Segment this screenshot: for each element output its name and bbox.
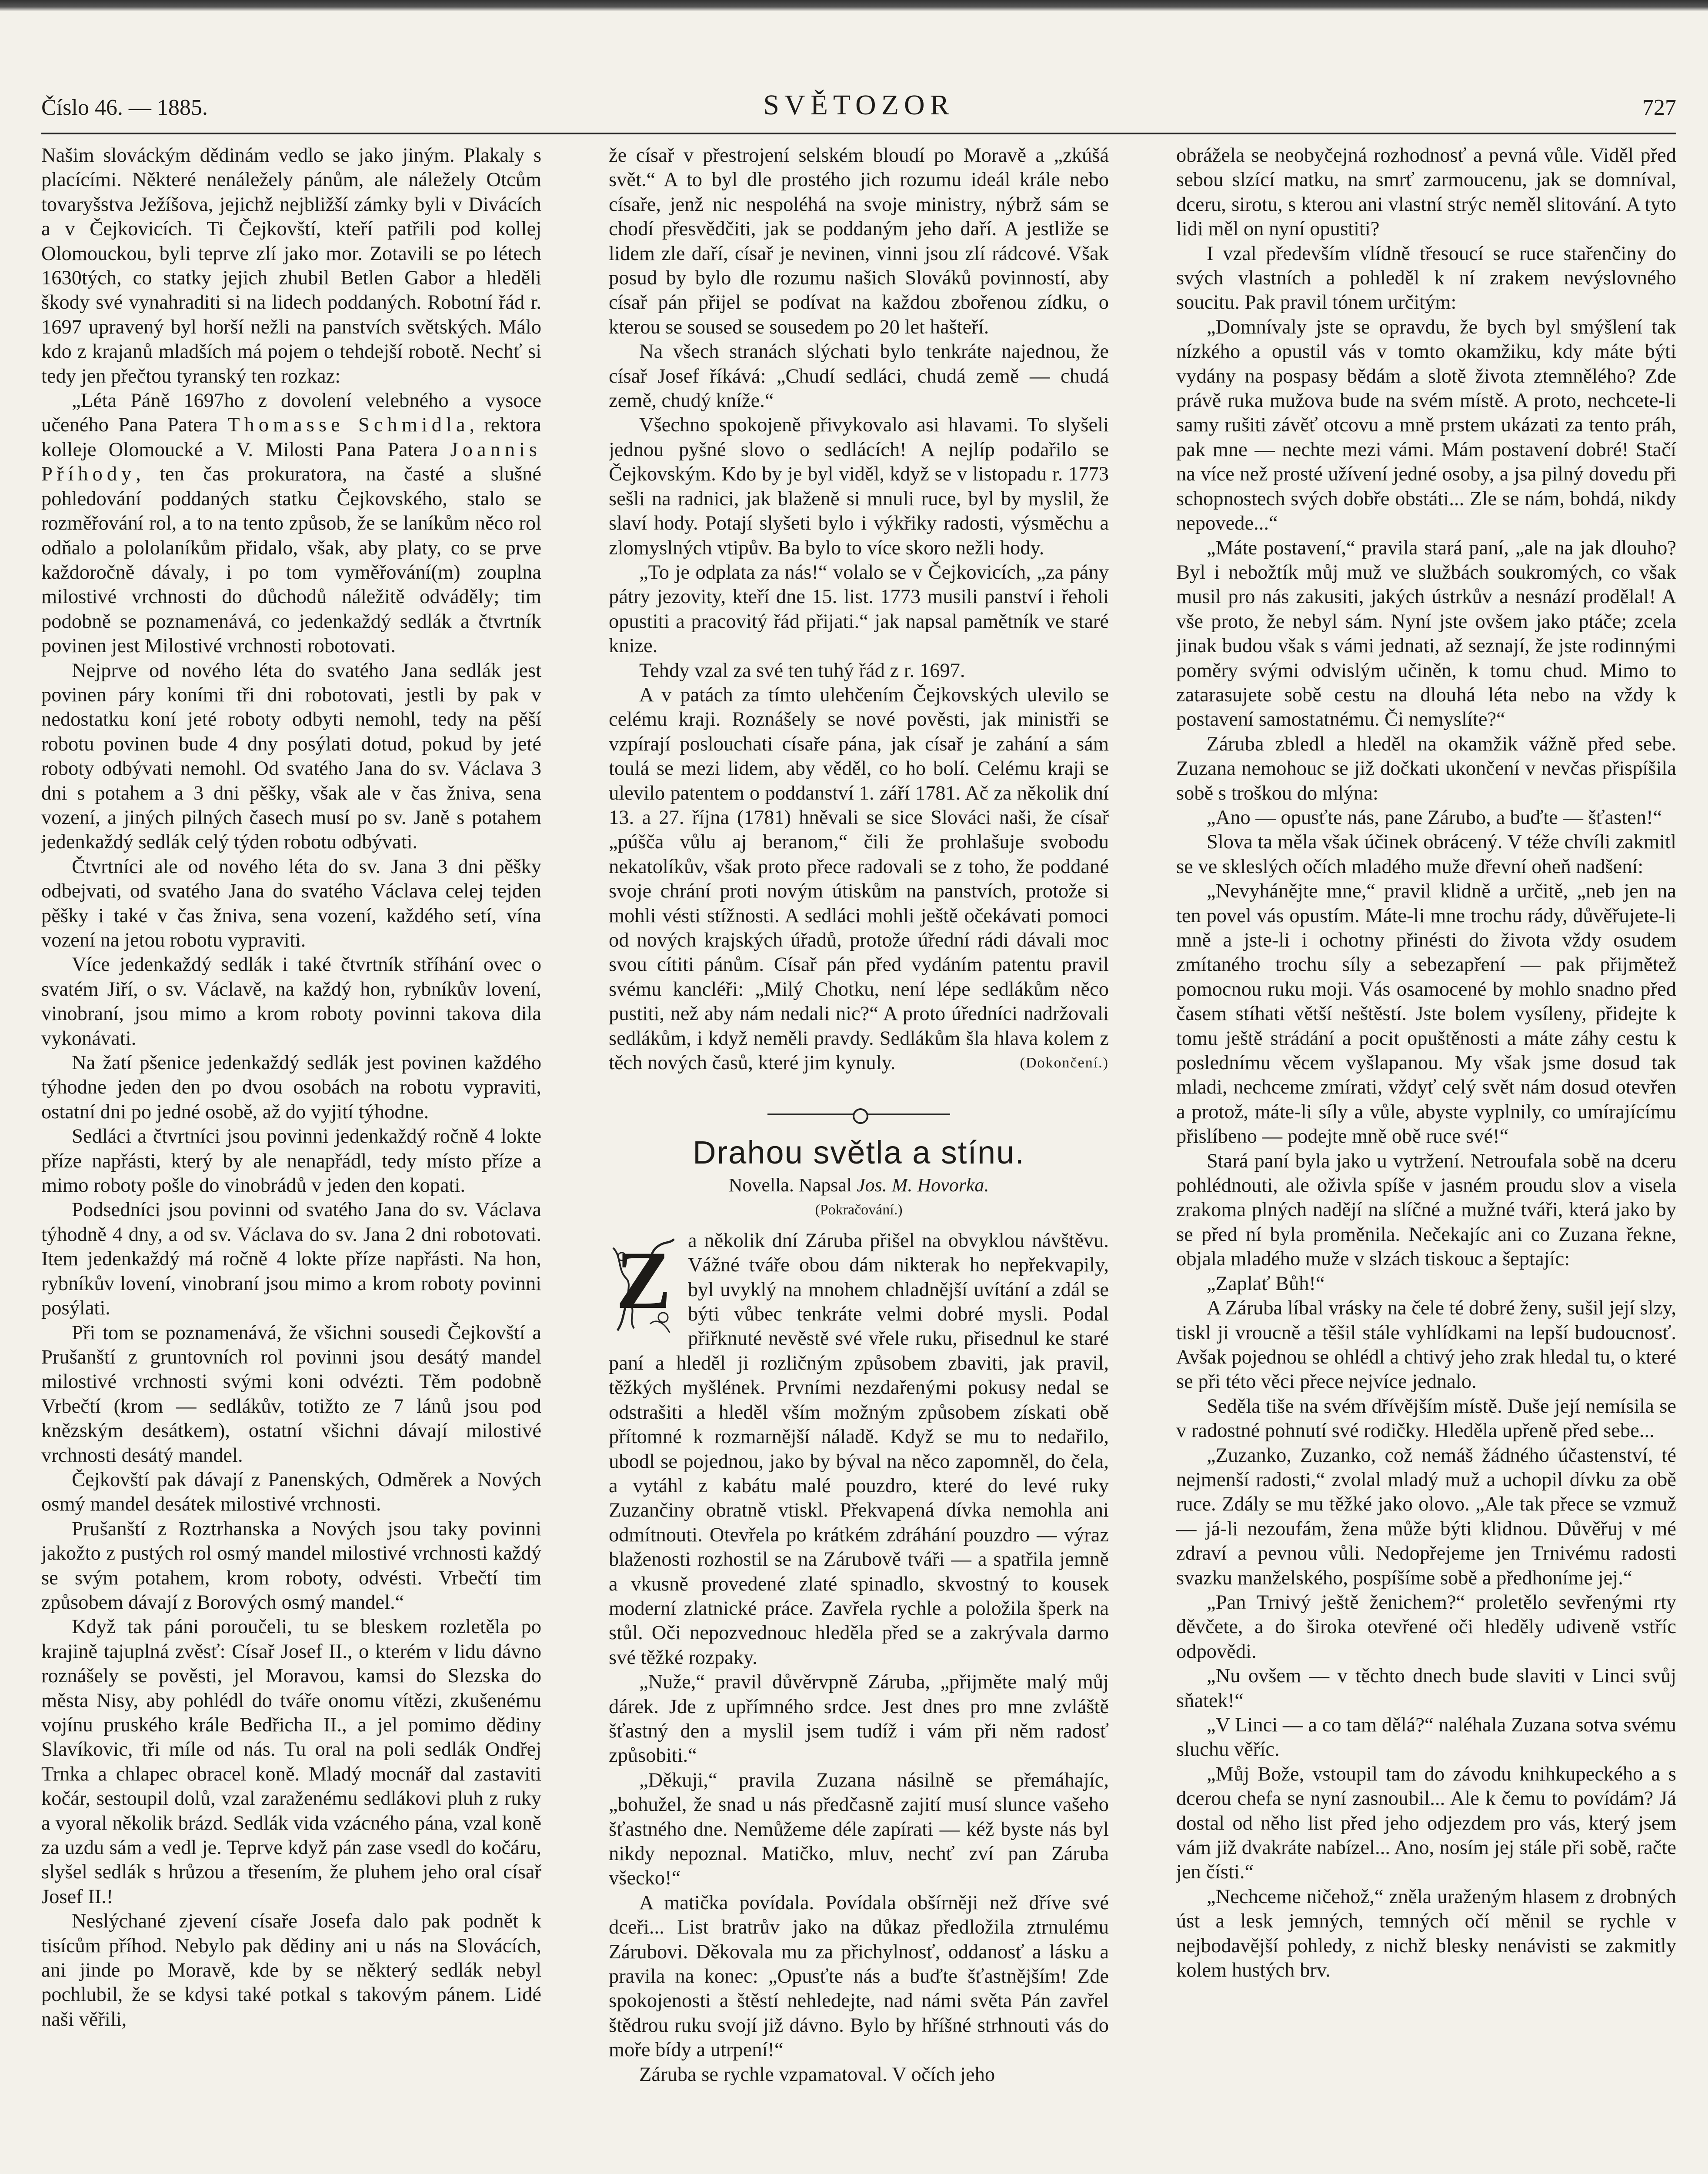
issue-number: Číslo 46. — 1885. bbox=[41, 95, 208, 120]
paragraph: „Zuzanko, Zuzanko, což nemáš žádného účastenství, té nejmenší radosti,“ zvolal mladý muž a uchopil dívku za obě ruce. Zdály se mu těžké jako olovo. „Ale tak přece se vzmuž — já-li nezoufám, žena může býti klidnou. Důvěřuj v mé zdraví a pevnou vůli. Nedopřejeme jen Trnivému radosti svazku manželského, pospíšíme sobě a předhoníme jej.“ bbox=[1176, 1444, 1676, 1589]
dropcap-letter: Z bbox=[616, 1234, 671, 1326]
paragraph: Slova ta měla však účinek obrácený. V téže chvíli zakmitl se ve skleslých očích mladého muže dřevní oheň nadšení: bbox=[1176, 831, 1676, 878]
end-mark: (Dokončení.) bbox=[1020, 1055, 1109, 1071]
paragraph: že císař v přestrojení selském bloudí po Moravě a „zkúšá svět.“ A to byl dle prostého jich rozumu ideál krále nebo císaře, jenž nic nespoléhá na svoje ministry, nýbrž sám se chodí přesvědčiti, jak se poddaným jeho daří. A jestliže se lidem zle daří, císař je nevinen, vinni jsou zlí rádcové. Však posud by bylo dle rozumu našich Slováků povinností, aby císař pán přijel se podívat na každou zbořenou zídku, o kterou se soused se sousedem po 20 let hašteří. bbox=[609, 144, 1109, 338]
page-header bbox=[41, 89, 1676, 130]
section-divider bbox=[609, 1097, 1109, 1121]
scan-top-edge bbox=[0, 0, 1708, 11]
paragraph: Všechno spokojeně přivykovalo asi hlavami. To slyšeli jednou pyšné slovo o sedlácích! A nejlíp podařilo se Čejkovským. Kdo by je byl viděl, když se v listopadu r. 1773 sešli na radnici, jak blaženě si mnuli ruce, byl by myslil, že slaví hody. Potají slyšeti bylo i výkřiky radosti, výsměchu a zlomyslných vtipův. Ba bylo to více skoro nežli hody. bbox=[609, 414, 1109, 559]
paragraph: Sedláci a čtvrtníci jsou povinni jedenkaždý ročně 4 lokte příze napřásti, který by ale nenapřádl, tedy místo příze a mimo roboty pošle do vinobrádů v jeden den kopati. bbox=[41, 1125, 541, 1197]
column-2 bbox=[609, 143, 1109, 2174]
column-1 bbox=[41, 143, 541, 2174]
ornamental-dropcap-icon bbox=[609, 1230, 678, 1338]
story-opening: Z a několik dní Záruba přišel na obvyklou návštěvu. Vážné tváře obou dám nikterak ho nepřekvapily, byl uvyklý na mnohem chladnější uvítání a zdál se býti vůbec tenkráte velmi dobré mysli. Podal přiřknuté nevěstě své vřele ruku, přisednul ke staré paní a hleděl ji rozličným způsobem zbaviti, jak pravil, těžkých myšlének. Prvními nezdařenými pokusy nedal se odstrašiti a hleděl vším možným způsobem získati obě přítomné k rozmarnější náladě. Když se mu to nedařilo, ubodl se pojednou, jako by býval na něco zapomněl, do čela, a vytáhl z kabátu malé pouzdro, které do levé ruky Zuzančiny obratně vtiskl. Překvapená dívka nemohla ani odmítnouti. Otevřela po krátkém zdráhání pouzdro — výraz blaženosti rozhostil se na Zárubově tváři — a spatřila jemně a vkusně provedené zlaté spinadlo, skvostný to kousek moderní zlatnické práce. Zavřela rychle a položila šperk na stůl. Oči nepozvednouc hleděla před se a zakrývala darmo své těžké rozpaky. bbox=[609, 1229, 1109, 1669]
paragraph: „Zaplať Bůh!“ bbox=[1207, 1272, 1325, 1295]
page-number: 727 bbox=[1642, 95, 1676, 120]
paragraph: Na žatí pšenice jedenkaždý sedlák jest povinen každého týhodne jeden den po dvou osobách na robotu vypraviti, ostatní dni po jedné osobě, až do vyjití týhodne. bbox=[41, 1052, 541, 1123]
spaced-name: Joannis Příhody bbox=[41, 438, 541, 486]
paragraph: Při tom se poznamenává, že všichni sousedi Čejkovští a Prušanští z gruntovních rol povinni jsou desátý mandel milostivé vrchnosti svými koni odvézti. Těm podobně Vrbečtí (krom — sedlákův, totižto ze 7 lánů jsou pod knězským desátkem), ostatní všichni dávají milostivé vrchnosti desátý mandel. bbox=[41, 1321, 541, 1467]
continuation-note: (Pokračování.) bbox=[815, 1201, 903, 1218]
paragraph: „Máte postavení,“ pravila stará paní, „ale na jak dlouho? Byl i nebožtík můj muž ve službách soukromých, co však musil pro nás zakusiti, jakých ústrkův a nesnází prodělal! A vše proto, že nebyl sám. Nyní jste ovšem jako ptáče; zcela jinak budou však s vámi jednati, až seznají, že jste rodinnými poměry svými odvislým učiněn, k tomu chud. Mimo to zatarasujete sobě cestu na dlouhá léta nebo na vždy k postavení samostatnému. Či nemyslíte?“ bbox=[1176, 537, 1676, 731]
paragraph: Čejkovští pak dávají z Panenských, Odměrek a Nových osmý mandel desátek milostivé vrchnosti. bbox=[41, 1468, 541, 1516]
paragraph: I vzal především vlídně třesoucí se ruce stařenčiny do svých vlastních a pohleděl k ní zrakem nevýslovného soucitu. Pak pravil tónem určitým: bbox=[1176, 242, 1676, 314]
header-rule bbox=[41, 133, 1676, 134]
magazine-title: SVĚTOZOR bbox=[763, 89, 954, 121]
paragraph: Záruba se rychle vzpamatoval. V očích jeho bbox=[639, 2063, 995, 2086]
paragraph: „Nevyhánějte mne,“ pravil klidně a určitě, „neb jen na ten povel vás opustím. Máte-li mne trochu rády, důvěřujete-li mně a jste-li i ochotny přinésti do života vždy osudem zmítaného trochu síly a sebezapření — pak přijmětež pomocnou ruku moji. Vás osamocené by mohlo snadno před časem stíhati větší neštěstí. Jste bolem vysíleny, přidejte k tomu ještě strádání a pocit opuštěnosti a máte záhy cestu k poslednímu věcem vyšlapanou. My však jsme dosud tak mladi, nechceme zmírati, vždyť celý svět nám dosud otevřen a protož, máte-li síly a vůle, abyste vyplnily, co umírajícímu přislíbeno — podejte mně obě ruce své!“ bbox=[1176, 880, 1676, 1148]
paragraph: Záruba zbledl a hleděl na okamžik vážně před sebe. Zuzana nemohouc se již dočkati ukončení v nevčas přispíšila sobě s troškou do mlýna: bbox=[1176, 733, 1676, 804]
paragraph: Podsedníci jsou povinni od svatého Jana do sv. Václava týhodně 4 dny, a od sv. Václava do sv. Jana 2 dni robotovati. Item jedenkaždý má ročně 4 lokte příze napřásti. Na hon, rybníkův lovení, vinobraní jsou mimo a krom roboty povinni posýlati. bbox=[41, 1199, 541, 1320]
quote-paragraph: „Léta Páně 1697ho z dovolení velebného a vysoce učeného Pana Patera Thomasse Schmidla, rektora kolleje Olomoucké a V. Milosti Pana Patera Joannis Příhody, ten čas prokuratora, na časté a slušné pohledování poddaných statku Čejkovského, stalo se rozměřování rol, a to na tento způsob, že se laníkům něco rol odňalo a pololaníkům přidalo, však, aby platy, co se prve každoročně dávaly, i po tom vyměřování(m) zouplna milostivé vrchnosti do důchodů náležitě odváděly; tim podobně se poznamenává, co jedenkaždý sedlák a čtvrtník povinen jest Milostivé vrchnosti robotovati. bbox=[41, 390, 541, 657]
paragraph: „V Linci — a co tam dělá?“ naléhala Zuzana sotva svému sluchu věříc. bbox=[1176, 1714, 1676, 1761]
paragraph: A Záruba líbal vrásky na čele té dobré ženy, sušil její slzy, tiskl ji vroucně a těšil stále vyhlídkami na lepší budoucnosť. Avšak pojednou se ohlédl a chtivý jeho zrak hledal tu, o které se při této věci přece nejvíce jednalo. bbox=[1176, 1297, 1676, 1393]
paragraph: „Pan Trnivý ještě ženichem?“ proletělo sevřenými rty děvčete, a do široka otevřené oči hleděly udiveně vstříc odpovědi. bbox=[1176, 1591, 1676, 1663]
column-3 bbox=[1176, 143, 1676, 2174]
story-author: Jos. M. Hovorka. bbox=[857, 1174, 989, 1196]
paragraph: Tehdy vzal za své ten tuhý řád z r. 1697. bbox=[639, 659, 965, 682]
paragraph: Když tak páni poroučeli, tu se bleskem rozletěla po krajině tajuplná zvěsť: Císař Josef II., o kterém v lidu dávno roznášely se pověsti, jel Moravou, kamsi do Slezska do města Nisy, aby pohlédl do tváře onomu vítězi, zkušenému vojínu pruského krále Bedřicha II., a jel pomimo dědiny Slavíkovic, tři míle od nás. Tu oral na poli sedlák Ondřej Trnka a chlapec obracel koně. Mladý mocnář dal zastaviti kočár, sestoupil dolů, vzal zaraženému sedlákovi pluh z ruky a vyoral několik brázd. Sedlák vida vzácného pána, vzal koně za uzdu sám a vedl je. Teprve když pán zase vsedl do kočáru, slyšel sedlák s hrůzou a třesením, že pluhem jeho oral císař Josef II.! bbox=[41, 1616, 541, 1908]
paragraph: A v patách za tímto ulehčením Čejkovských ulevilo se celému kraji. Roznášely se nové pověsti, jak ministři se vzpírají poslouchati císaře pána, jak císař je zahání a sám toulá se mezi lidem, aby věděl, co ho bolí. Celému kraji se ulevilo patentem o poddanství 1. září 1781. Ač za několik dní 13. a 27. října (1781) hněvali se sice Slováci naši, že císař „púšča vůlu aj beranom,“ čili že prohlašuje svobodu nekatolíkův, však proto přece radovali se z toho, že poddané svoje chrání proti novým útiskům na panstvích, protože si mohli vésti stížnosti. A sedláci mohli ještě očekávati pomoci od nových krajských úřadů, protože úřední rádi dávali moc svou cítiti pánům. Císař pán před vydáním patentu pravil svému kancléři: „Milý Chotku, není lépe sedlákům něco pustiti, než aby nám nedali nic?“ A proto úředníci nadržovali sedlákům, i když neměli pravdy. Sedlákům šla hlava kolem z těch nových časů, které jim kynuly. (Dokončení.) bbox=[609, 683, 1109, 1076]
paragraph: „Děkuji,“ pravila Zuzana násilně se přemáhajíc, „bohužel, že snad u nás předčasně zajití musí slunce vašeho šťastného dne. Nemůžeme déle zapírati — kéž byste nás byl nikdy nepoznal. Matičko, mluv, nechť zví pan Záruba všecko!“ bbox=[609, 1769, 1109, 1890]
paragraph: „Ano — opusťte nás, pane Zárubo, a buďte — šťasten!“ bbox=[1207, 806, 1662, 829]
paragraph: Více jedenkaždý sedlák i také čtvrtník stříhání ovec o svatém Jiří, o sv. Václavě, na každý hon, rybníkův lovení, vinobraní, jsou mimo a krom roboty povinni takova dila vykonávati. bbox=[41, 954, 541, 1050]
paragraph: Našim slováckým dědinám vedlo se jako jiným. Plakaly s placícími. Některé nenáležely pánům, ale náležely Otcům tovaryšstva Ježíšova, jejichž nejbližší zámky byli v Divácích a v Čejkovicích. Ti Čejkovští, kteří patřili pod kollej Olomouckou, byli teprve zlí jako mor. Zotavili se po létech 1630tých, co statky jejich zhubil Betlen Gabor a hleděli škody své vynahraditi si na lidech poddaných. Robotní řád r. 1697 upravený byl horší nežli na panstvích světských. Málo kdo z krajanů mladších má pojem o tehdejší robotě. Nechť si tedy jen přečtou tyranský ten rozkaz: bbox=[41, 144, 541, 387]
paragraph: Nejprve od nového léta do svatého Jana sedlák jest povinen páry koními tři dni robotovati, jestli by pak v nedostatku koní jeté roboty odbyti nemohl, tedy na pěší robotu povinen bude 4 dny posýlati dotud, pokud by jeté roboty odbývati nemohl. Od svatého Jana do sv. Václava 3 dni s potahem a 3 dni pěšky, však ale v čas žniva, sena vození, a jiných pilných časech musí po sv. Janě s potahem jedenkaždý sedlák celý týden robotu odbývati. bbox=[41, 659, 541, 854]
paragraph: „Domnívaly jste se opravdu, že bych byl smýšlení tak nízkého a opustil vás v tomto okamžiku, kdy máte býti vydány na pospasy bědám a slotě života ztemnělého? Zde právě ruka mužova bude na svém místě. A proto, nechcete-li samy rušiti závěť otcovu a mně prstem ukázati za tento práh, pak mne — nechte mezi vámi. Mám postavení dobré! Stačí na více než prosté užívení jedné osoby, a jsa pilný dovedu při schopnostech svých dobře obstáti... Zle se nám, bohdá, nikdy nepovede...“ bbox=[1176, 316, 1676, 535]
paragraph: Na všech stranách slýchati bylo tenkráte najednou, že císař Josef říkává: „Chudí sedláci, chudá země — chudá země, chudý kníže.“ bbox=[609, 340, 1109, 412]
paragraph: Neslýchané zjevení císaře Josefa dalo pak podnět k tisícům příhod. Nebylo pak dědiny ani u nás na Slovácích, ani jinde po Moravě, kde by se některý sedlák nebyl pochlubil, že se kdysi také potkal s takovým pánem. Lidé naši věřili, bbox=[41, 1910, 541, 2031]
paragraph: „Nu ovšem — v těchto dnech bude slaviti v Linci svůj sňatek!“ bbox=[1176, 1665, 1676, 1712]
paragraph: Seděla tiše na svém dřívějším místě. Duše její nemísila se v radostné pohnutí své rodičky. Hleděla upřeně před sebe... bbox=[1176, 1395, 1676, 1442]
paragraph: Stará paní byla jako u vytržení. Netroufala sobě na dceru pohlédnouti, ale oživla spíše v jasném proudu slov a visela zrakoma plných nadějí na slíčné a mužné tváři, která jako by se před ní byla proměnila. Nečekajíc ani co Zuzana řekne, objala mladého muže v slzách tiskouc a šeptajíc: bbox=[1176, 1150, 1676, 1270]
paragraph: obrážela se neobyčejná rozhodnosť a pevná vůle. Viděl před sebou slzící matku, na smrť zarmoucenu, jak se domníval, dceru, sirotu, s kterou ani vlastní strýc neměl slitování. A tyto lidi měl on nyní opustiti? bbox=[1176, 144, 1676, 240]
paragraph: Prušanští z Roztrhanska a Nových jsou taky povinni jakožto z pustých rol osmý mandel milostivé vrchnosti každý se svým potahem, krom roboty, odvésti. Vrbečtí tim způsobem dávají z Borových osmý mandel.“ bbox=[41, 1517, 541, 1614]
story-byline: Novella. Napsal Jos. M. Hovorka. bbox=[728, 1174, 989, 1196]
paragraph: „Nuže,“ pravil důvěrvpně Záruba, „přijměte malý můj dárek. Jde z upřímného srdce. Jest dnes pro mne zvláště šťastný den a myslil jsem tudíž i vám při něm radosť způsobiti.“ bbox=[609, 1671, 1109, 1767]
story-title: Drahou světla a stínu. bbox=[693, 1134, 1025, 1170]
spaced-name: Thomasse Schmidla bbox=[227, 414, 470, 437]
paragraph: „Můj Bože, vstoupil tam do závodu knihkupeckého a s dcerou chefa se nyní zasnoubil... Ale k čemu to povídám? Já dostal od něho list před jeho odjezdem pro vás, který jsem vám již dvakráte nabízel... Ano, nosím jej stále při sobě, račte jen čísti.“ bbox=[1176, 1763, 1676, 1884]
paragraph: Čtvrtníci ale od nového léta do sv. Jana 3 dni pěšky odbejvati, od svatého Jana do svatého Václava celej tejden pěšky i také v čas žniva, sena vození, každého setí, vína vození na jetou robotu vypraviti. bbox=[41, 855, 541, 951]
paragraph: A matička povídala. Povídala obšírněji než dříve své dceři... List bratrův jako na důkaz předložila ztrnulému Zárubovi. Děkovala mu za přichylnosť, oddanosť a lásku a pravila na konec: „Opusťte nás a buďte šťastnějším! Zde spokojenosti a štěstí nehledejte, nad námi světa Pán zavřel štědrou ruku svojí již dávno. Bylo by hříšné strhnouti vás do moře bídy a utrpení!“ bbox=[609, 1891, 1109, 2061]
paragraph: „Nechceme ničehož,“ zněla uraženým hlasem z drobných úst a lesk jemných, temných očí měnil se rychle v nejbodavější pohledy, z nichž blesky nenávisti se zakmitly kolem hustých brv. bbox=[1176, 1885, 1676, 1982]
paragraph: „To je odplata za nás!“ volalo se v Čejkovicích, „za pány pátry jezovity, kteří dne 15. list. 1773 musili panství i řeholi opustiti a pracovitý řád přijati.“ jak napsal pamětník ve staré knize. bbox=[609, 561, 1109, 657]
